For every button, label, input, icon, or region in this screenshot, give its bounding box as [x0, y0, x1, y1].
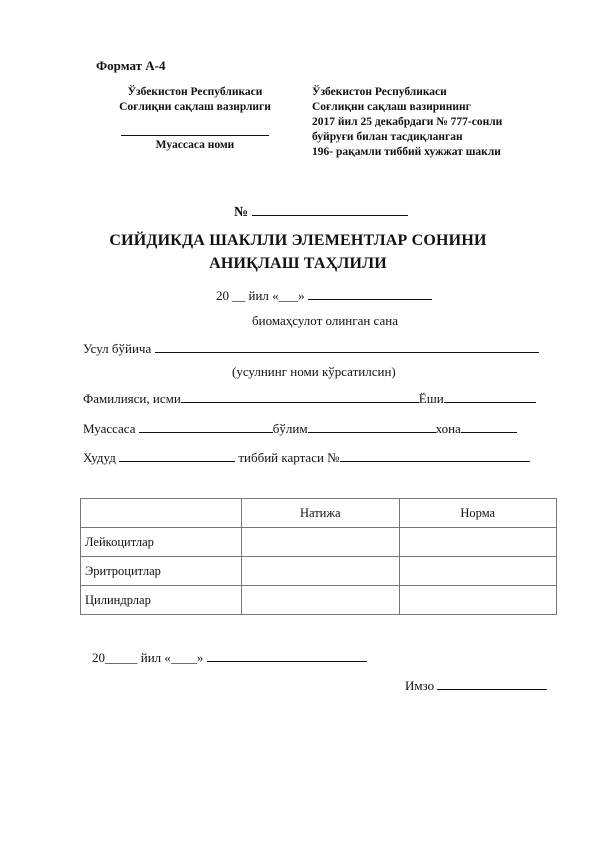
department-blank[interactable]	[308, 420, 436, 433]
title-line1: СИЙДИКДА ШАКЛЛИ ЭЛЕМЕНТЛАР СОНИНИ	[109, 232, 487, 249]
results-table	[80, 498, 557, 615]
region-label: Худуд	[83, 450, 120, 465]
medical-card-label: тиббий картаси №	[235, 450, 340, 465]
surname-line	[83, 390, 536, 407]
medical-card-blank[interactable]	[340, 449, 530, 462]
age-label: Ёши	[418, 391, 444, 406]
row-label-erythrocytes: Эритроцитлар	[81, 557, 242, 586]
method-line	[83, 340, 539, 357]
sample-date-prefix: 20 __ йил «___»	[216, 288, 308, 303]
region-blank[interactable]	[119, 449, 235, 462]
footer-date-line	[92, 649, 367, 666]
header-left-line2: Соғлиқни сақлаш вазирлиги	[119, 101, 271, 113]
header-left	[100, 85, 290, 153]
result-cell[interactable]	[241, 557, 399, 586]
result-cell[interactable]	[241, 528, 399, 557]
method-caption: (усулнинг номи кўрсатилсин)	[232, 364, 396, 379]
header-right-line2: Соғлиқни сақлаш вазирининг	[312, 101, 471, 113]
header-right-line1: Ўзбекистон Республикаси	[312, 86, 447, 98]
table-header-row	[81, 499, 557, 528]
sample-date-blank[interactable]	[308, 287, 432, 300]
age-blank[interactable]	[444, 390, 536, 403]
method-blank[interactable]	[155, 340, 539, 353]
signature-label: Имзо	[405, 678, 438, 693]
norm-cell[interactable]	[399, 586, 556, 615]
room-blank[interactable]	[461, 420, 517, 433]
sample-date-caption: биомаҳсулот олинган сана	[252, 313, 398, 328]
method-label: Усул бўйича	[83, 341, 155, 356]
surname-blank[interactable]	[181, 390, 419, 403]
header-right-line3: 2017 йил 25 декабрдаги № 777-сонли	[312, 116, 503, 128]
number-symbol: №	[234, 205, 249, 220]
table-header-norm: Норма	[399, 499, 556, 528]
region-line	[83, 449, 530, 466]
row-label-leukocytes: Лейкоцитлар	[81, 528, 242, 557]
table-header-cell	[81, 499, 242, 528]
institution-name-blank	[121, 135, 269, 136]
header-right-line4: буйруғи билан тасдиқланган	[312, 131, 463, 143]
room-label: хона	[435, 421, 461, 436]
norm-cell[interactable]	[399, 528, 556, 557]
header-left-line1: Ўзбекистон Республикаси	[127, 86, 263, 98]
header-right-line5: 196- рақамли тиббий хужжат шакли	[312, 146, 501, 158]
format-label: Формат А-4	[96, 58, 166, 73]
document-number-blank[interactable]	[252, 201, 408, 216]
row-label-cylinders: Цилиндрлар	[81, 586, 242, 615]
signature-line	[405, 677, 547, 694]
surname-label: Фамилияси, исми	[83, 391, 181, 406]
institution-line	[83, 420, 517, 437]
department-label: бўлим	[272, 421, 308, 436]
header-right	[312, 85, 502, 160]
signature-blank[interactable]	[437, 677, 547, 690]
result-cell[interactable]	[241, 586, 399, 615]
table-row	[81, 586, 557, 615]
table-row	[81, 557, 557, 586]
table-row	[81, 528, 557, 557]
norm-cell[interactable]	[399, 557, 556, 586]
document-number-line	[234, 201, 408, 221]
institution-label: Муассаса	[83, 421, 139, 436]
title-line2: АНИҚЛАШ ТАҲЛИЛИ	[209, 255, 387, 272]
sample-date-line	[216, 287, 432, 304]
institution-blank[interactable]	[139, 420, 273, 433]
footer-date-blank[interactable]	[207, 649, 367, 662]
table-header-result: Натижа	[241, 499, 399, 528]
institution-caption: Муассаса номи	[155, 139, 235, 151]
footer-date-prefix: 20_____ йил «____»	[92, 650, 207, 665]
